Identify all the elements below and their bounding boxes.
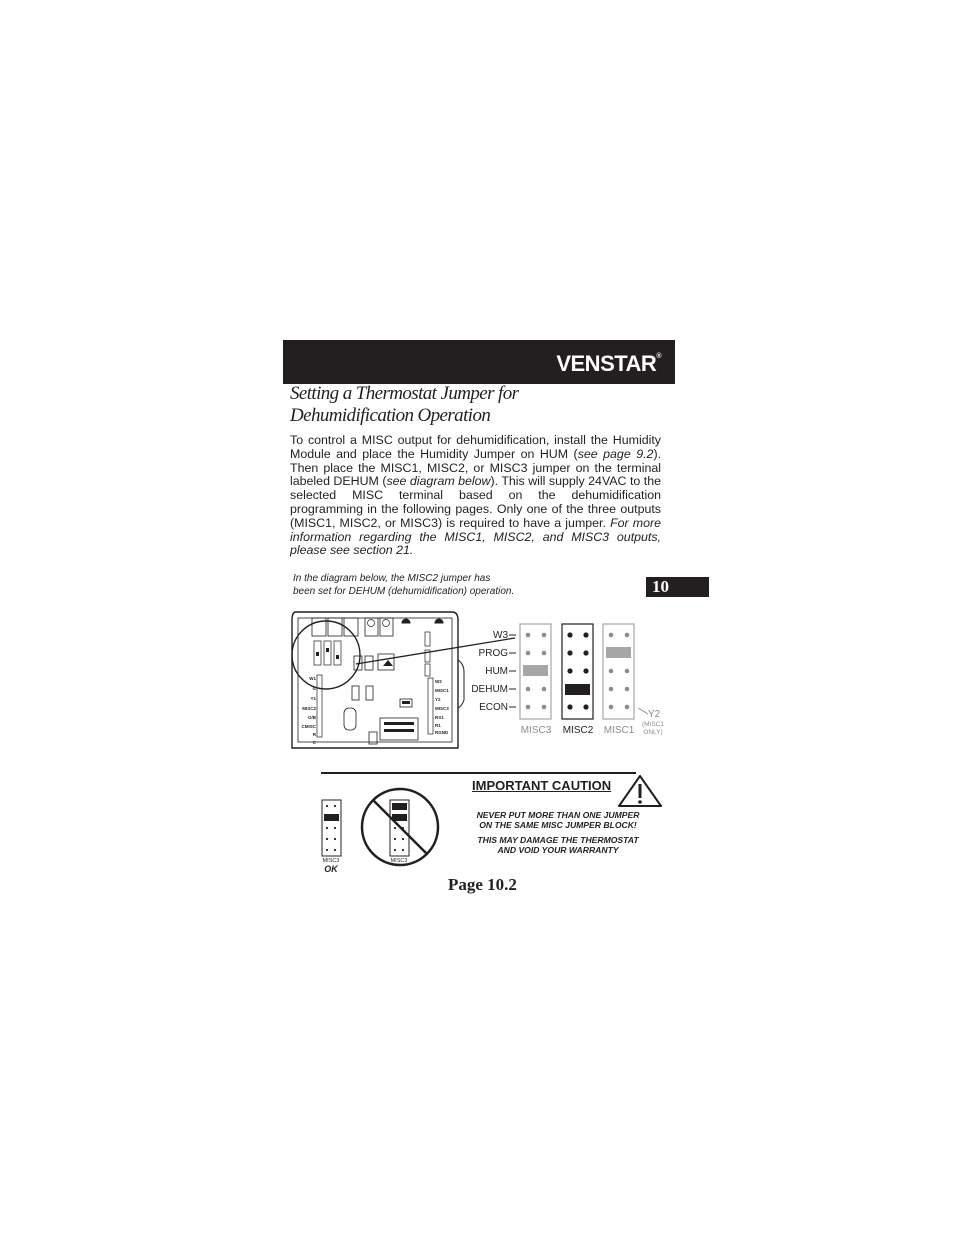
section-tab: 10 bbox=[646, 577, 709, 597]
jumper-pin bbox=[334, 838, 336, 840]
board-right-terminals bbox=[435, 679, 449, 735]
terminal-rs1: RS1 bbox=[435, 715, 444, 720]
jumper-pin bbox=[625, 669, 630, 674]
jumper-pin bbox=[583, 704, 588, 709]
misc1-only-line2: ONLY) bbox=[643, 729, 663, 736]
jumper-pin bbox=[334, 827, 336, 829]
block-label-misc1: MISC1 bbox=[603, 725, 635, 736]
body-ref-diagram: see diagram below bbox=[386, 474, 491, 489]
terminal-r1: R1 bbox=[435, 723, 441, 728]
page-title-line2: Dehumidification Operation bbox=[290, 405, 491, 426]
terminal-misc1: MISC1 bbox=[435, 688, 449, 693]
jumper-pin bbox=[394, 827, 396, 829]
jumper-pin bbox=[394, 838, 396, 840]
jumper-pin bbox=[334, 805, 336, 807]
jumper-pin bbox=[567, 704, 572, 709]
terminal-c: C bbox=[312, 740, 316, 745]
terminal-y2: Y2 bbox=[435, 697, 441, 702]
jumper-pin bbox=[526, 651, 531, 656]
body-text-3: ). This will supply 24VAC to the selected MISC terminal based on the dehumidification programming in the following pages. Only one of the three outputs (MISC1, MISC2, or MISC3) is required to have a jumper. bbox=[290, 474, 661, 530]
jumper-pin bbox=[402, 849, 404, 851]
ok-jumper-block bbox=[322, 800, 341, 856]
jumper-pin bbox=[326, 827, 328, 829]
jumper-pin bbox=[567, 632, 572, 637]
terminal-ob: O/B bbox=[307, 715, 316, 720]
block-label-misc2: MISC2 bbox=[562, 725, 594, 736]
jumper-pin bbox=[583, 650, 588, 655]
jumper-pin bbox=[567, 668, 572, 673]
jumper-pin bbox=[609, 669, 614, 674]
caution-warning-2 bbox=[458, 836, 658, 855]
jumper-pin bbox=[609, 687, 614, 692]
jumper-block-misc3 bbox=[520, 624, 551, 719]
terminal-cmisc: CMISC bbox=[301, 724, 316, 729]
warning-triangle-icon bbox=[619, 776, 661, 806]
row-label-dehum: DEHUM bbox=[471, 684, 508, 695]
terminal-g: G bbox=[312, 686, 316, 691]
jumper-block-misc1 bbox=[603, 624, 634, 719]
jumper-pin bbox=[583, 668, 588, 673]
jumper-block-labels bbox=[521, 725, 635, 736]
warning1-line2: ON THE SAME MISC JUMPER BLOCK! bbox=[479, 819, 637, 830]
page-title-line1: Setting a Thermostat Jumper for bbox=[290, 383, 519, 404]
warning2-line2: AND VOID YOUR WARRANTY bbox=[497, 844, 619, 855]
misc1-only-line1: (MISC1 bbox=[641, 721, 665, 728]
terminal-r: R bbox=[312, 732, 316, 737]
warning1-line1: NEVER PUT MORE THAN ONE JUMPER bbox=[476, 810, 640, 820]
caption-line1: In the diagram below, the MISC2 jumper has bbox=[293, 573, 491, 584]
page-number: Page 10.2 bbox=[448, 875, 517, 894]
block-label-misc3: MISC3 bbox=[520, 725, 552, 736]
jumper-pin bbox=[609, 705, 614, 710]
caution-warning-1 bbox=[458, 811, 658, 830]
jumper-pin bbox=[526, 705, 531, 710]
body-text-more-info: For more information regarding the MISC1, MISC2, and MISC3 outputs, please see section 21. bbox=[290, 515, 661, 558]
caption-line2: been set for DEHUM (dehumidification) operation. bbox=[293, 585, 515, 597]
ok-label: OK bbox=[324, 864, 338, 874]
jumper-pin bbox=[583, 632, 588, 637]
body-ref-page: see page 9.2 bbox=[577, 446, 654, 461]
row-label-hum: HUM bbox=[485, 666, 508, 677]
warning2-line1: THIS MAY DAMAGE THE THERMOSTAT bbox=[477, 835, 639, 845]
terminal-y1: Y1 bbox=[310, 696, 316, 701]
body-text-1: To control a MISC output for dehumidification, install the Humidity Module and place the Humidity Jumper on HUM ( bbox=[290, 433, 661, 461]
caution-title: IMPORTANT CAUTION bbox=[472, 778, 612, 793]
jumper-pin bbox=[326, 805, 328, 807]
jumper-pin bbox=[542, 687, 547, 692]
jumper-pin bbox=[542, 651, 547, 656]
jumper-pin bbox=[334, 849, 336, 851]
y2-label: Y2 bbox=[648, 709, 661, 720]
jumper-pin bbox=[625, 687, 630, 692]
jumper-pin bbox=[394, 849, 396, 851]
jumper-pin bbox=[609, 633, 614, 638]
terminal-rgnd: RGND bbox=[435, 730, 449, 735]
jumper-pin bbox=[402, 838, 404, 840]
jumper-pin bbox=[567, 650, 572, 655]
jumper-pin bbox=[526, 633, 531, 638]
jumper-pin bbox=[625, 633, 630, 638]
thermostat-board bbox=[292, 612, 515, 748]
jumper-pin bbox=[625, 705, 630, 710]
terminal-misc2: MISC2 bbox=[302, 706, 316, 711]
row-label-prog: PROG bbox=[478, 648, 508, 659]
board-left-terminals bbox=[302, 676, 317, 745]
jumper-pin bbox=[326, 838, 328, 840]
row-label-econ: ECON bbox=[479, 702, 508, 713]
jumper-pin bbox=[542, 633, 547, 638]
body-text-2: ). Then place the MISC1, MISC2, or MISC3 jumper on the terminal labeled DEHUM ( bbox=[290, 446, 662, 489]
jumper-pin bbox=[542, 705, 547, 710]
terminal-w1: W1 bbox=[309, 676, 316, 681]
ok-block-label: MISC3 bbox=[322, 858, 340, 864]
jumper-pin bbox=[326, 849, 328, 851]
terminal-w2: W2 bbox=[435, 679, 442, 684]
venstar-logo: VENSTAR® bbox=[556, 351, 661, 376]
jumper-pin bbox=[526, 687, 531, 692]
bad-block-label: MISC3 bbox=[390, 858, 408, 864]
terminal-misc3: MISC3 bbox=[435, 706, 449, 711]
row-label-w3: W3 bbox=[493, 630, 508, 641]
